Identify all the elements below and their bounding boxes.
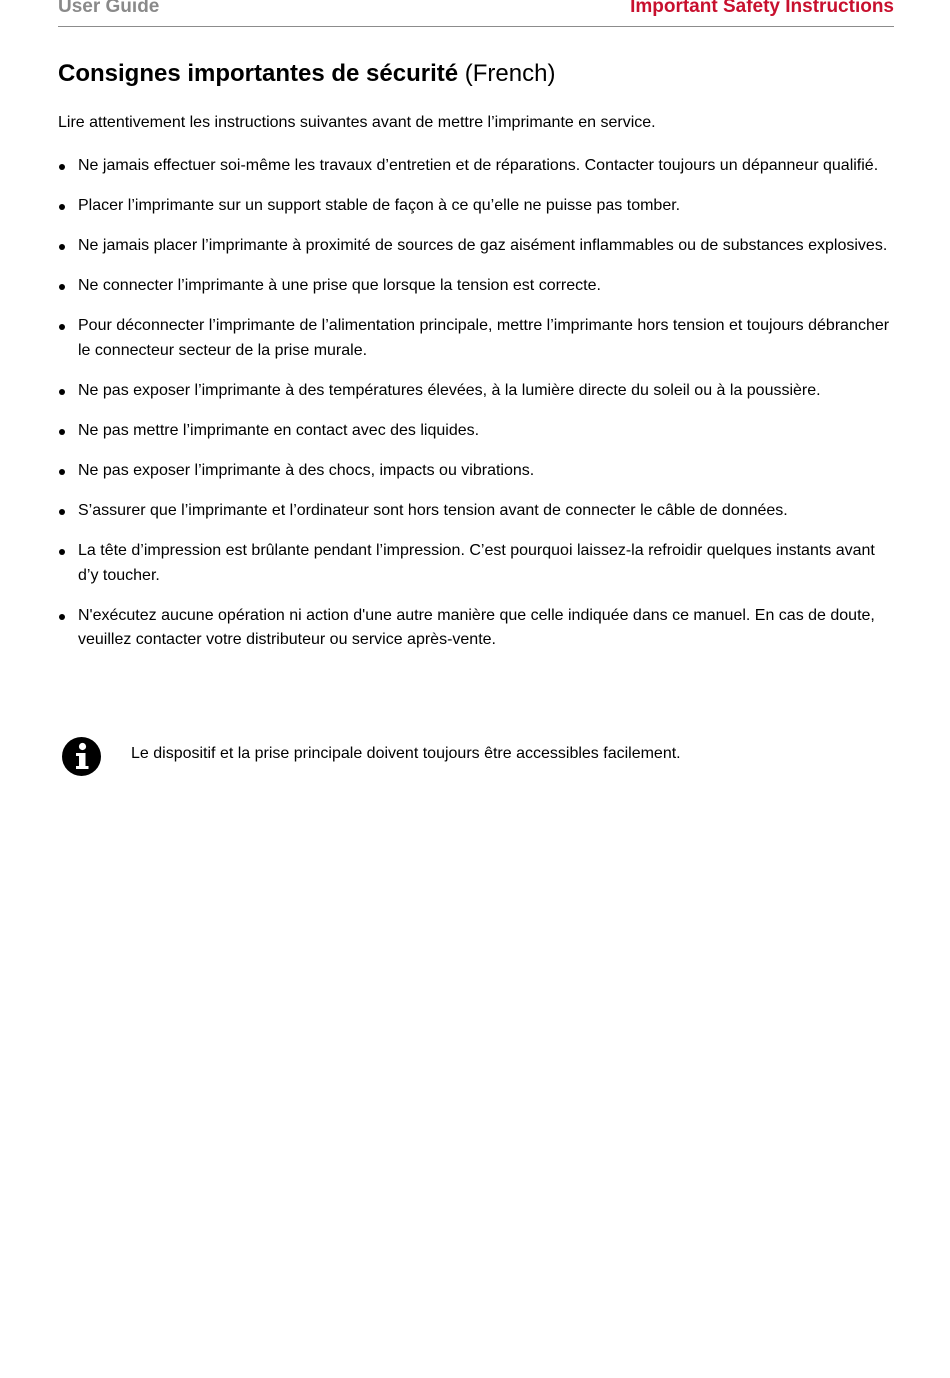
safety-item: Pour déconnecter l’imprimante de l’alimentation principale, mettre l’imprimante hors tension et toujours débrancher le connecteur secteur de la prise murale.: [58, 314, 894, 363]
safety-item: S’assurer que l’imprimante et l’ordinateur sont hors tension avant de connecter le câble de données.: [58, 499, 894, 524]
header-section-label: User Guide: [58, 0, 160, 17]
safety-list: [58, 154, 894, 669]
page-header: [58, 0, 894, 27]
info-note: [62, 737, 894, 777]
safety-item: Ne jamais effectuer soi-même les travaux d’entretien et de réparations. Contacter toujours un dépanneur qualifié.: [58, 154, 894, 179]
title-language: (French): [464, 60, 556, 87]
safety-item: Ne pas exposer l’imprimante à des chocs, impacts ou vibrations.: [58, 459, 894, 484]
page-title: [58, 60, 555, 88]
note-text: Le dispositif et la prise principale doivent toujours être accessibles facilement.: [131, 745, 681, 762]
safety-item: Ne pas mettre l’imprimante en contact avec des liquides.: [58, 419, 894, 444]
safety-item: Placer l’imprimante sur un support stable de façon à ce qu’elle ne puisse pas tomber.: [58, 194, 894, 219]
safety-item: Ne jamais placer l’imprimante à proximité de sources de gaz aisément inflammables ou de substances explosives.: [58, 234, 894, 259]
info-icon: [62, 737, 101, 776]
safety-item: N'exécutez aucune opération ni action d'une autre manière que celle indiquée dans ce manuel. En cas de doute, veuillez contacter votre distributeur ou service après-vente.: [58, 604, 894, 653]
safety-item: Ne connecter l’imprimante à une prise que lorsque la tension est correcte.: [58, 274, 894, 299]
title-main: Consignes importantes de sécurité: [58, 60, 459, 87]
safety-item: Ne pas exposer l’imprimante à des températures élevées, à la lumière directe du soleil ou à la poussière.: [58, 379, 894, 404]
header-chapter-title: Important Safety Instructions: [630, 0, 894, 17]
intro-text: Lire attentivement les instructions suivantes avant de mettre l’imprimante en service.: [58, 114, 656, 131]
safety-item: La tête d’impression est brûlante pendant l’impression. C’est pourquoi laissez-la refroidir quelques instants avant d’y toucher.: [58, 539, 894, 588]
